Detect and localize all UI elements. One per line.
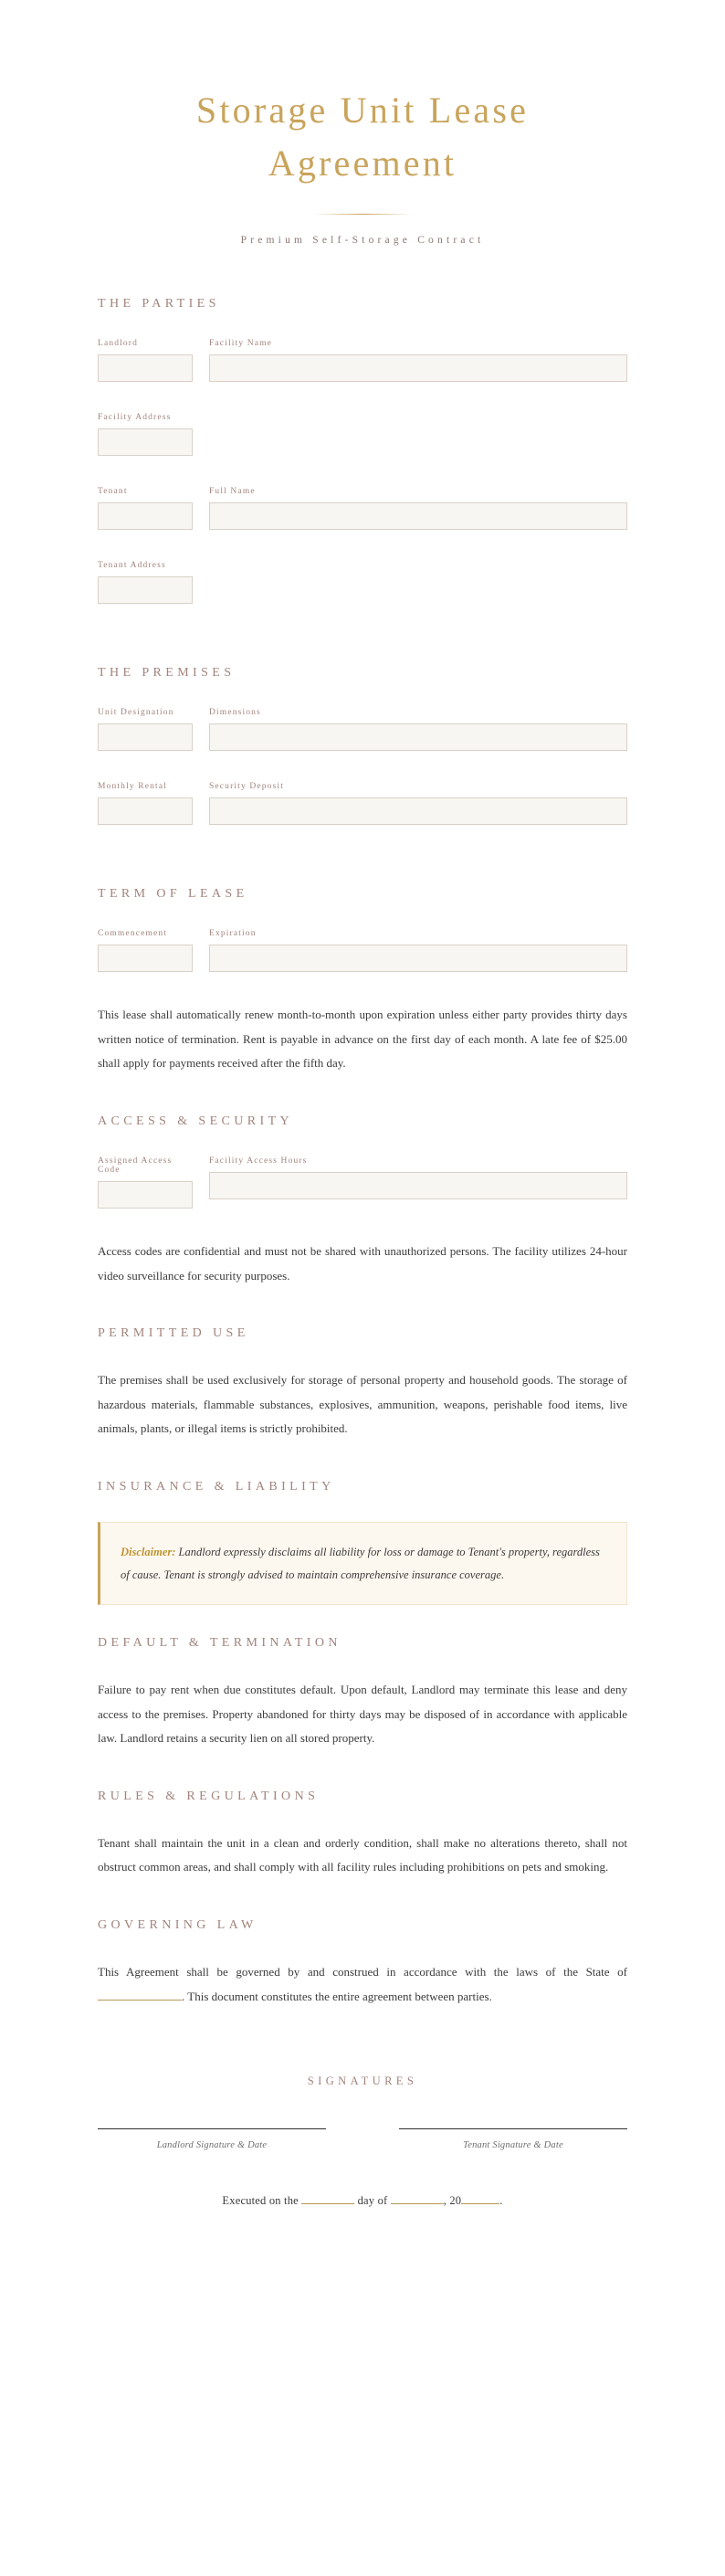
tenant-address-input[interactable] bbox=[98, 576, 193, 604]
full-name-input[interactable] bbox=[209, 502, 627, 530]
execution-year-blank[interactable] bbox=[461, 2195, 499, 2205]
landlord-signature-caption: Landlord Signature & Date bbox=[156, 2140, 268, 2151]
document-body bbox=[0, 246, 725, 2009]
field-label: Facility Address bbox=[98, 413, 172, 422]
facility-access-hours-input[interactable] bbox=[209, 1172, 627, 1199]
field-row bbox=[98, 413, 627, 456]
field-facility-access-hours bbox=[209, 1156, 627, 1209]
field-row bbox=[98, 929, 627, 972]
section-heading: PERMITTED USE bbox=[98, 1326, 249, 1341]
executed-text-3: , 20 bbox=[443, 2194, 462, 2208]
page-title: Storage Unit Lease Agreement bbox=[195, 90, 530, 184]
section-paragraph: Tenant shall maintain the unit in a clean and orderly condition, shall make no alterations thereto, shall not obstruct common areas, and shall comply with all facility rules including prohibitions on pets and smoking. bbox=[98, 1835, 627, 1874]
signatures-heading: SIGNATURES bbox=[307, 2075, 418, 2088]
governing-law-paragraph bbox=[98, 1960, 627, 2009]
monthly-rental-input[interactable] bbox=[98, 797, 193, 825]
section-permitted-use bbox=[98, 1295, 627, 1441]
field-label: Security Deposit bbox=[209, 782, 284, 791]
section-default-termination bbox=[98, 1605, 627, 1751]
execution-month-blank[interactable] bbox=[391, 2195, 444, 2205]
unit-designation-input[interactable] bbox=[98, 723, 193, 751]
section-the-parties bbox=[98, 297, 627, 604]
document-header bbox=[0, 0, 725, 246]
section-heading: ACCESS & SECURITY bbox=[98, 1114, 294, 1128]
executed-text-2: day of bbox=[354, 2194, 391, 2208]
section-the-premises bbox=[98, 635, 627, 825]
dimensions-input[interactable] bbox=[209, 723, 627, 751]
field-assigned-access-code bbox=[98, 1156, 193, 1209]
security-deposit-input[interactable] bbox=[209, 797, 627, 825]
section-heading: THE PARTIES bbox=[98, 297, 220, 311]
signatures-section bbox=[0, 2016, 725, 2208]
executed-text-4: . bbox=[499, 2194, 503, 2208]
field-label: Facility Name bbox=[209, 339, 273, 348]
field-label: Landlord bbox=[98, 339, 139, 348]
section-heading: THE PREMISES bbox=[98, 666, 236, 680]
landlord-signature-line[interactable] bbox=[98, 2128, 326, 2129]
field-unit-designation bbox=[98, 708, 193, 751]
state-blank-line[interactable] bbox=[98, 1990, 182, 2001]
governing-law-text-before: This Agreement shall be governed by and construed in accordance with the laws of the State of bbox=[98, 1965, 627, 1980]
section-heading: INSURANCE & LIABILITY bbox=[98, 1480, 335, 1494]
section-insurance-liability bbox=[98, 1449, 627, 1605]
section-paragraph: Access codes are confidential and must not be shared with unauthorized persons. The facility utilizes 24-hour video surveillance for security purposes. bbox=[98, 1243, 627, 1283]
section-paragraph: This lease shall automatically renew month-to-month upon expiration unless either party provides thirty days written notice of termination. Rent is payable in advance on the first day of each month. A late fee of $25.00 shall apply for payments received after the fifth day. bbox=[98, 1008, 627, 1071]
section-governing-law bbox=[98, 1887, 627, 2009]
field-label: Expiration bbox=[209, 929, 257, 938]
field-label: Dimensions bbox=[209, 708, 261, 717]
field-tenant-address bbox=[98, 561, 193, 604]
assigned-access-code-input[interactable] bbox=[98, 1181, 193, 1209]
section-heading: DEFAULT & TERMINATION bbox=[98, 1635, 341, 1650]
field-facility-address bbox=[98, 413, 193, 456]
disclaimer-body: Landlord expressly disclaims all liability for loss or damage to Tenant's property, regardless of cause. Tenant is strongly advised to maintain comprehensive insurance coverage. bbox=[121, 1546, 600, 1581]
field-row bbox=[98, 487, 627, 530]
field-monthly-rental bbox=[98, 782, 193, 825]
disclaimer-label: Disclaimer: bbox=[121, 1546, 176, 1559]
document-subtitle: Premium Self-Storage Contract bbox=[240, 235, 485, 246]
disclaimer-text bbox=[121, 1541, 606, 1586]
tenant-signature-line[interactable] bbox=[399, 2128, 627, 2129]
field-landlord bbox=[98, 339, 193, 382]
field-expiration bbox=[209, 929, 627, 972]
execution-day-blank[interactable] bbox=[301, 2195, 354, 2205]
field-tenant bbox=[98, 487, 193, 530]
section-paragraph: The premises shall be used exclusively for storage of personal property and household goods. The storage of hazardous materials, flammable substances, explosives, ammunition, weapons, perishable food items, live animals, plants, or illegal items is strictly prohibited. bbox=[98, 1373, 627, 1436]
tenant-signature-caption: Tenant Signature & Date bbox=[463, 2140, 563, 2151]
expiration-input[interactable] bbox=[209, 945, 627, 972]
field-row bbox=[98, 782, 627, 825]
field-label: Full Name bbox=[209, 487, 256, 496]
field-row bbox=[98, 1156, 627, 1209]
tenant-input[interactable] bbox=[98, 502, 193, 530]
section-paragraph: Failure to pay rent when due constitutes default. Upon default, Landlord may terminate this lease and deny access to the premises. Property abandoned for thirty days may be disposed of in accordance with applicable law. Landlord retains a security lien on all stored property. bbox=[98, 1682, 627, 1746]
signature-row bbox=[98, 2128, 627, 2150]
field-row bbox=[98, 708, 627, 751]
field-label: Tenant Address bbox=[98, 561, 166, 570]
landlord-signature-block bbox=[98, 2128, 326, 2150]
field-label: Tenant bbox=[98, 487, 128, 496]
field-commencement bbox=[98, 929, 193, 972]
executed-text-1: Executed on the bbox=[222, 2194, 302, 2208]
section-rules-regulations bbox=[98, 1758, 627, 1880]
section-term-of-lease bbox=[98, 856, 627, 1076]
facility-address-input[interactable] bbox=[98, 428, 193, 456]
field-facility-name bbox=[209, 339, 627, 382]
facility-name-input[interactable] bbox=[209, 354, 627, 382]
field-row bbox=[98, 339, 627, 382]
section-heading: GOVERNING LAW bbox=[98, 1918, 257, 1933]
landlord-input[interactable] bbox=[98, 354, 193, 382]
tenant-signature-block bbox=[399, 2128, 627, 2150]
field-label: Unit Designation bbox=[98, 708, 174, 717]
field-label: Facility Access Hours bbox=[209, 1156, 308, 1166]
section-access-security bbox=[98, 1083, 627, 1288]
section-heading: RULES & REGULATIONS bbox=[98, 1789, 320, 1803]
commencement-input[interactable] bbox=[98, 945, 193, 972]
section-heading: TERM OF LEASE bbox=[98, 887, 248, 901]
field-label: Assigned Access Code bbox=[98, 1156, 173, 1175]
field-label: Commencement bbox=[98, 929, 168, 938]
disclaimer-callout bbox=[98, 1522, 627, 1605]
governing-law-text-after: . This document constitutes the entire agreement between parties. bbox=[182, 1989, 492, 2003]
field-security-deposit bbox=[209, 782, 627, 825]
title-divider bbox=[313, 214, 412, 215]
field-label: Monthly Rental bbox=[98, 782, 167, 791]
execution-date-line bbox=[98, 2194, 627, 2208]
field-full-name bbox=[209, 487, 627, 530]
field-dimensions bbox=[209, 708, 627, 751]
field-row bbox=[98, 561, 627, 604]
